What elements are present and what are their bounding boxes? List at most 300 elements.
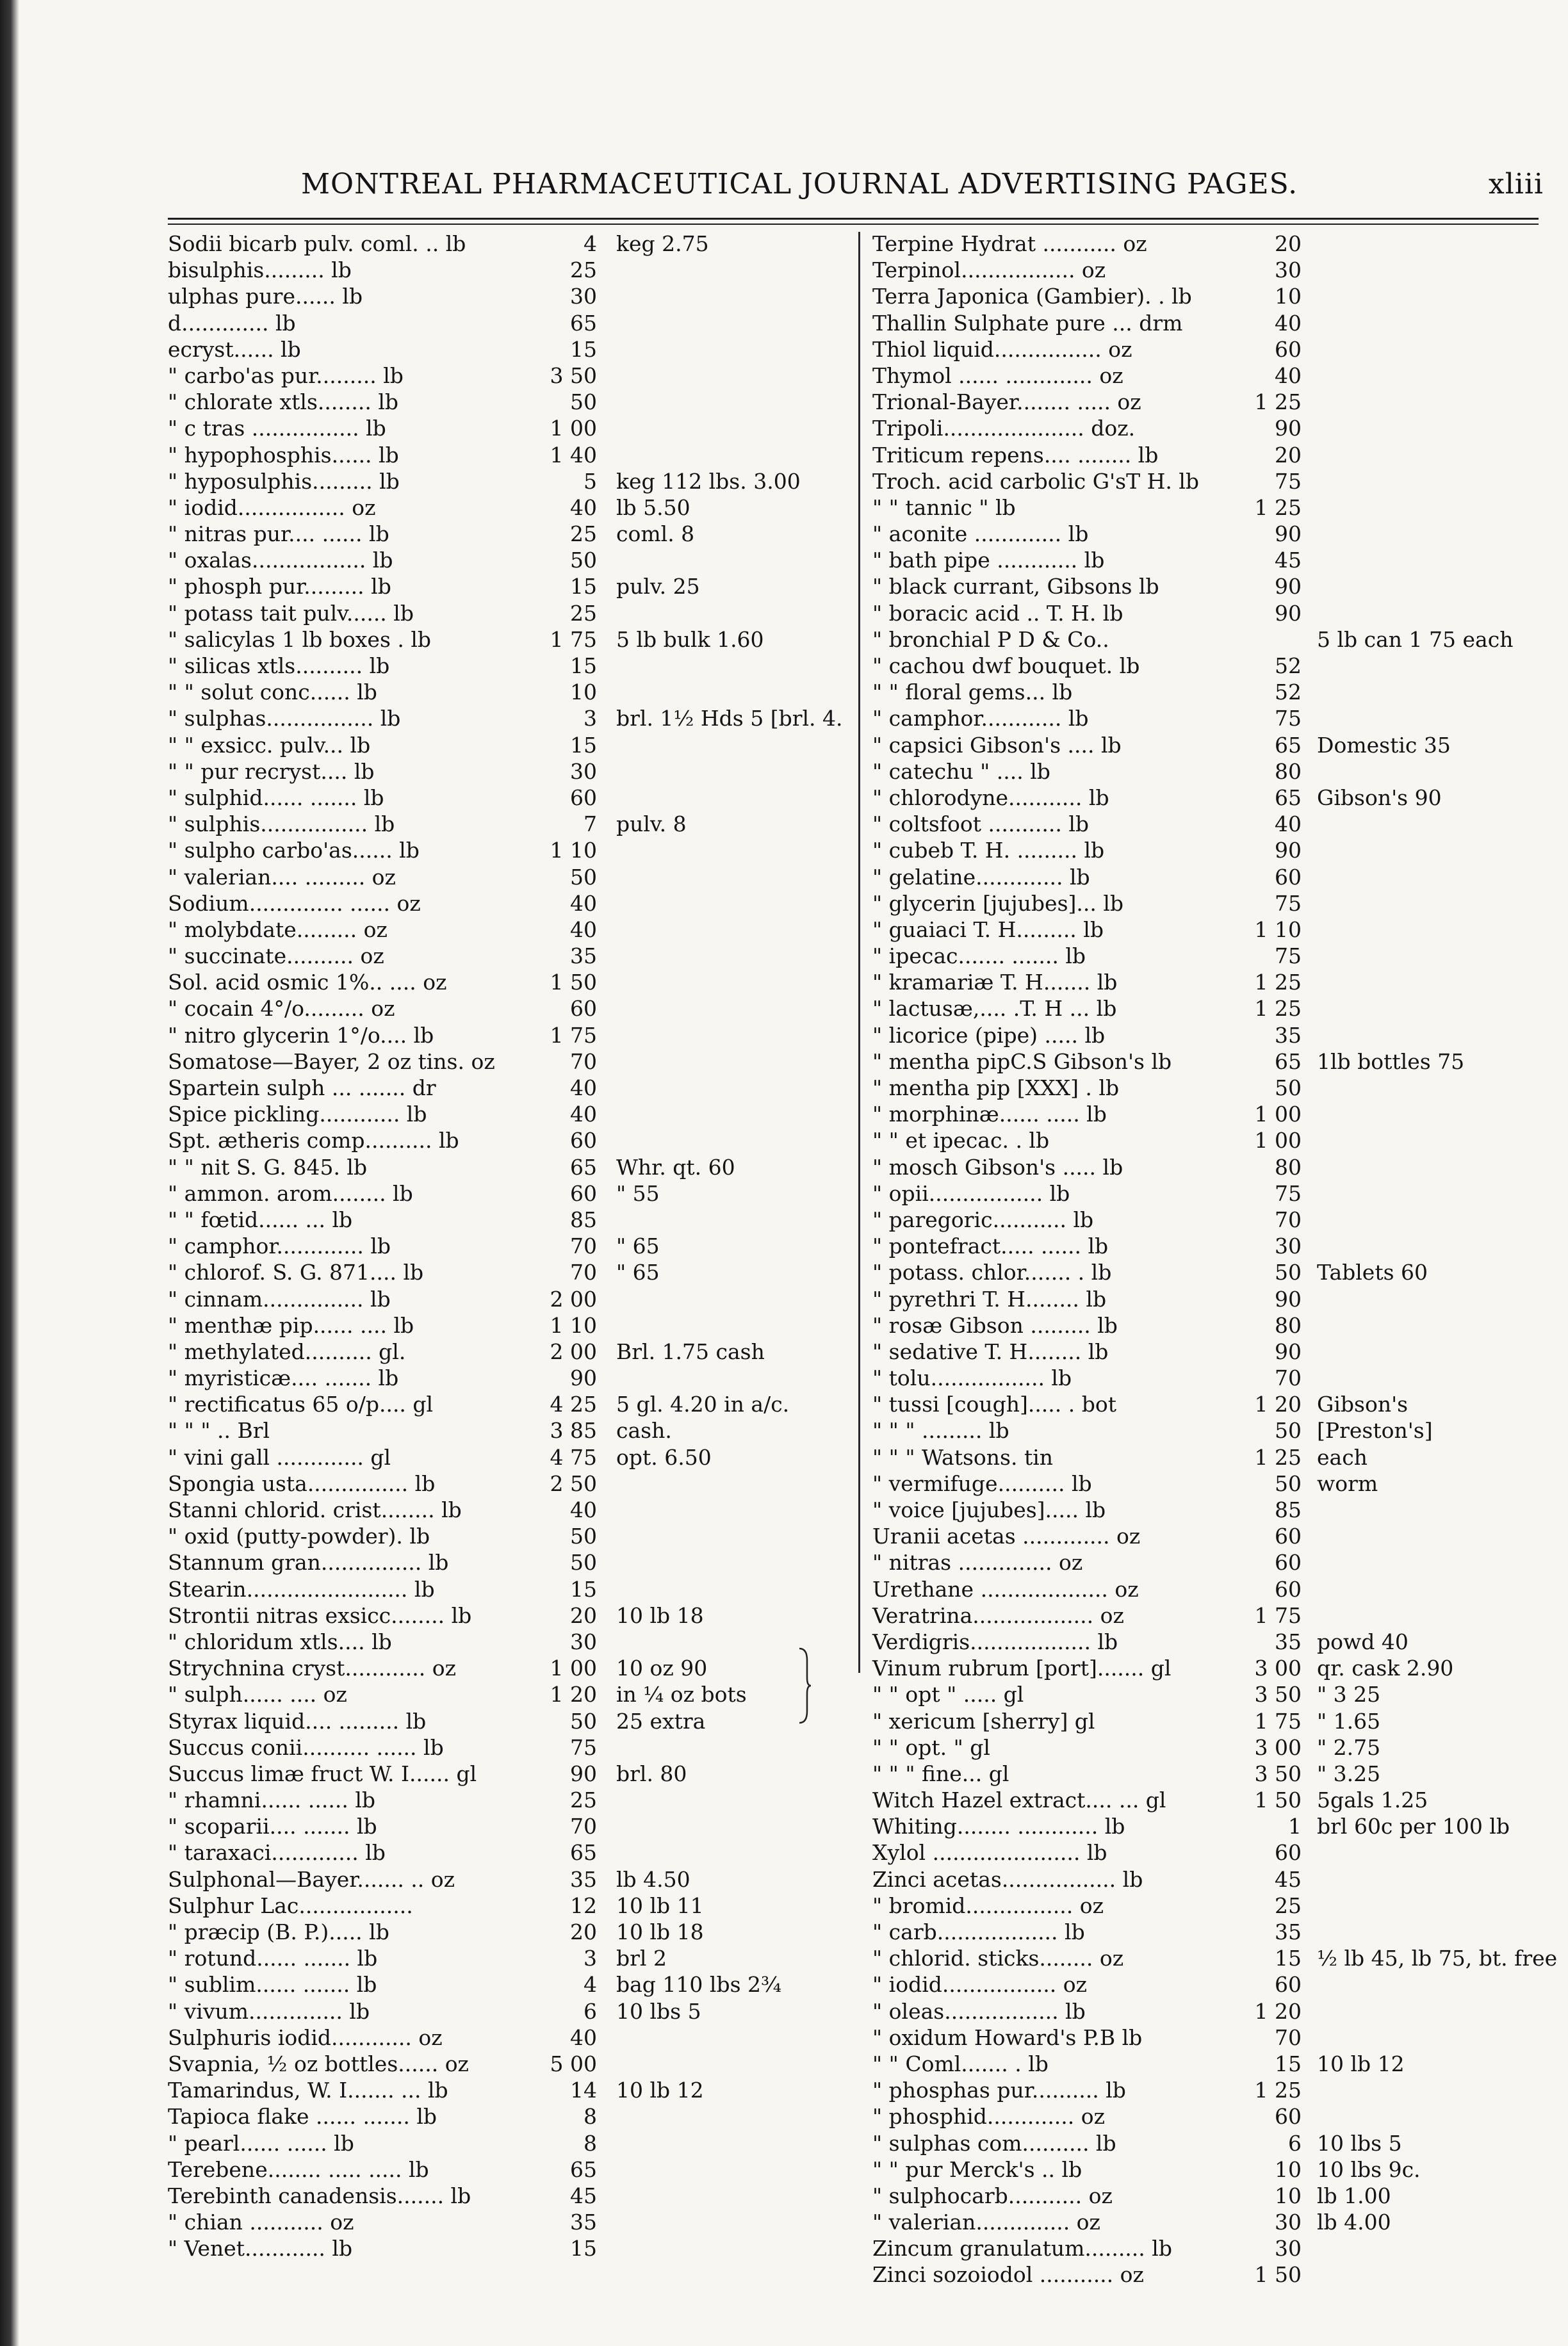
- item-name: " coltsfoot ........... lb: [872, 811, 1090, 837]
- item-price: 70: [1275, 1365, 1302, 1391]
- item-note: brl. 1½ Hds 5 [brl. 4.: [616, 706, 843, 731]
- item-name: " oxalas................. lb: [168, 548, 393, 573]
- item-name: " sulphas com.......... lb: [872, 2130, 1116, 2156]
- price-list-row: [168, 1127, 847, 1153]
- price-list-row: [872, 310, 1551, 336]
- price-list-left-column: [168, 231, 847, 2261]
- item-note: pulv. 8: [616, 811, 687, 837]
- item-note: in ¼ oz bots: [616, 1682, 747, 1707]
- item-price: 40: [570, 916, 597, 942]
- item-price: 60: [1275, 1524, 1302, 1549]
- item-note: " 65: [616, 1234, 660, 1259]
- price-list-row: [872, 1101, 1551, 1127]
- item-name: " vivum.............. lb: [168, 1998, 370, 2024]
- price-list-row: [168, 1893, 847, 1919]
- price-list-row: [872, 1708, 1551, 1734]
- price-list-row: [168, 2077, 847, 2103]
- item-name: " chloridum xtls.... lb: [168, 1629, 392, 1654]
- item-name: Tripoli..................... doz.: [872, 416, 1136, 441]
- item-name: " molybdate......... oz: [168, 916, 388, 942]
- item-note: each: [1317, 1444, 1368, 1470]
- price-list-row: [872, 1497, 1551, 1523]
- price-list-row: [168, 1207, 847, 1233]
- price-list-row: [168, 1761, 847, 1787]
- item-name: " phosph pur......... lb: [168, 574, 391, 599]
- price-list-row: [168, 943, 847, 969]
- item-name: " " fœtid...... ... lb: [168, 1207, 353, 1232]
- item-name: " scoparii.... ....... lb: [168, 1814, 377, 1839]
- price-list-row: [168, 1417, 847, 1444]
- item-price: 1 75: [550, 626, 597, 652]
- item-name: Terpinol................. oz: [872, 257, 1106, 283]
- item-price: 30: [1275, 1234, 1302, 1259]
- item-note: " 55: [616, 1180, 660, 1206]
- item-price: 20: [1275, 231, 1302, 256]
- item-price: 65: [1275, 1048, 1302, 1074]
- item-name: " chlorof. S. G. 871.... lb: [168, 1260, 424, 1285]
- item-name: " camphor............ lb: [872, 706, 1089, 731]
- item-price: 75: [1275, 890, 1302, 916]
- journal-title: MONTREAL PHARMACEUTICAL JOURNAL ADVERTISING PAGES.: [301, 168, 1298, 200]
- item-name: Sulphur Lac.................: [168, 1893, 413, 1918]
- item-price: 80: [1275, 1312, 1302, 1338]
- item-price: 4: [584, 231, 597, 256]
- item-price: 40: [570, 494, 597, 520]
- item-price: 15: [1275, 1946, 1302, 1971]
- item-note: 5 lb can 1 75 each: [1317, 626, 1514, 652]
- price-list-row: [168, 1497, 847, 1523]
- item-name: " nitras pur.... ...... lb: [168, 521, 389, 547]
- item-name: " opii................. lb: [872, 1180, 1070, 1206]
- item-name: " sulpho carbo'as...... lb: [168, 838, 420, 863]
- price-list-row: [872, 626, 1551, 653]
- price-list-row: [872, 1391, 1551, 1417]
- item-name: Urethane ................... oz: [872, 1576, 1139, 1602]
- price-list-row: [872, 1681, 1551, 1707]
- item-price: 6: [1288, 2130, 1302, 2156]
- item-price: 30: [1275, 2236, 1302, 2261]
- column-divider: [858, 232, 860, 1673]
- item-price: 50: [570, 548, 597, 573]
- item-name: " sulphis................ lb: [168, 811, 395, 837]
- item-name: Witch Hazel extract.... ... gl: [872, 1788, 1166, 1813]
- item-name: " " exsicc. pulv... lb: [168, 732, 371, 758]
- item-name: " sulphas................ lb: [168, 706, 401, 731]
- item-price: 60: [570, 785, 597, 810]
- item-price: 15: [570, 336, 597, 362]
- item-name: Succus limæ fruct W. I...... gl: [168, 1761, 477, 1786]
- price-list-row: [872, 494, 1551, 521]
- price-list-row: [872, 521, 1551, 547]
- item-name: " c tras ................ lb: [168, 416, 386, 441]
- item-name: Sulphuris iodid............ oz: [168, 2024, 443, 2050]
- item-name: Veratrina.................. oz: [872, 1602, 1124, 1628]
- price-list-row: [168, 1945, 847, 1971]
- item-name: " ipecac....... ....... lb: [872, 943, 1086, 969]
- price-list-row: [872, 1470, 1551, 1497]
- price-list-row: [872, 732, 1551, 758]
- price-list-right-column: [872, 231, 1558, 2288]
- item-name: " hypophosphis...... lb: [168, 442, 399, 468]
- price-list-row: [168, 2235, 847, 2261]
- item-name: Strychnina cryst............ oz: [168, 1656, 456, 1681]
- item-name: " rotund...... ....... lb: [168, 1946, 378, 1971]
- page-number: xliii: [1488, 168, 1544, 200]
- item-price: 80: [1275, 758, 1302, 784]
- item-name: " chlorate xtls........ lb: [168, 389, 399, 415]
- item-name: Svapnia, ½ oz bottles...... oz: [168, 2051, 469, 2076]
- price-list-row: [168, 1549, 847, 1576]
- item-name: " mentha pip [XXX] . lb: [872, 1075, 1120, 1100]
- item-price: 40: [570, 1075, 597, 1100]
- item-price: 35: [570, 1866, 597, 1892]
- price-list-row: [168, 2051, 847, 2077]
- item-name: Terebinth canadensis....... lb: [168, 2183, 471, 2208]
- item-name: " menthæ pip...... .... lb: [168, 1312, 414, 1338]
- item-name: " sedative T. H........ lb: [872, 1339, 1109, 1364]
- item-price: 1 75: [1254, 1708, 1302, 1734]
- item-name: " sulphid...... ....... lb: [168, 785, 384, 810]
- price-list-row: [168, 573, 847, 599]
- item-name: " taraxaci............. lb: [168, 1840, 386, 1866]
- item-price: 15: [570, 574, 597, 599]
- item-price: 14: [570, 2078, 597, 2103]
- price-list-row: [872, 2156, 1551, 2183]
- price-list-row: [872, 2051, 1551, 2077]
- item-name: " cubeb T. H. ......... lb: [872, 838, 1105, 863]
- price-list-row: [872, 1154, 1551, 1180]
- price-list-row: [872, 995, 1551, 1022]
- item-note: ½ lb 45, lb 75, bt. free: [1317, 1946, 1558, 1971]
- price-list-row: [168, 547, 847, 573]
- item-price: 1 20: [1254, 1392, 1302, 1417]
- item-name: Succus conii.......... ...... lb: [168, 1734, 444, 1760]
- item-name: " iodid................. oz: [872, 1972, 1087, 1998]
- item-price: 40: [570, 890, 597, 916]
- price-list-row: [168, 1576, 847, 1602]
- price-list-row: [168, 1629, 847, 1655]
- item-name: " potass tait pulv...... lb: [168, 600, 414, 626]
- price-list-row: [168, 653, 847, 679]
- item-note: " 65: [616, 1260, 660, 1285]
- item-price: 25: [570, 1788, 597, 1813]
- right-brace: [798, 1647, 812, 1724]
- price-list-row: [872, 1417, 1551, 1444]
- item-price: 8: [584, 2104, 597, 2130]
- item-price: 2 00: [550, 1286, 597, 1312]
- price-list-row: [872, 1127, 1551, 1153]
- item-name: Verdigris.................. lb: [872, 1629, 1118, 1654]
- item-name: Thiol liquid................ oz: [872, 336, 1132, 362]
- item-note: Brl. 1.75 cash: [616, 1339, 765, 1364]
- item-price: 30: [570, 284, 597, 309]
- price-list-row: [872, 758, 1551, 785]
- item-price: 1: [1288, 1814, 1302, 1839]
- item-name: " catechu " .... lb: [872, 758, 1050, 784]
- price-list-row: [168, 1839, 847, 1866]
- item-price: 2 00: [550, 1339, 597, 1364]
- price-list-row: [168, 2024, 847, 2051]
- item-price: 70: [1275, 2024, 1302, 2050]
- item-price: 90: [1275, 600, 1302, 626]
- price-list-row: [872, 1576, 1551, 1602]
- item-price: 85: [1275, 1497, 1302, 1522]
- item-price: 1 10: [1254, 916, 1302, 942]
- item-name: Zinci sozoiodol ........... oz: [872, 2262, 1144, 2288]
- item-note: 10 lb 12: [1317, 2051, 1405, 2076]
- price-list-row: [168, 2130, 847, 2156]
- price-list-row: [872, 600, 1551, 626]
- item-name: " nitras .............. oz: [872, 1550, 1083, 1576]
- item-name: " rhamni...... ...... lb: [168, 1788, 376, 1813]
- item-price: 40: [570, 1102, 597, 1127]
- item-name: " paregoric........... lb: [872, 1207, 1094, 1232]
- price-list-row: [872, 864, 1551, 890]
- price-list-row: [872, 442, 1551, 468]
- item-note: brl 60c per 100 lb: [1317, 1814, 1510, 1839]
- price-list-row: [872, 1365, 1551, 1391]
- item-price: 1 20: [550, 1682, 597, 1707]
- item-price: 15: [570, 1576, 597, 1602]
- item-name: " sublim...... ....... lb: [168, 1972, 377, 1998]
- item-name: Triticum repens.... ........ lb: [872, 442, 1159, 468]
- price-list-row: [168, 1787, 847, 1813]
- item-note: brl 2: [616, 1946, 667, 1971]
- item-price: 1 10: [550, 1312, 597, 1338]
- price-list-row: [168, 916, 847, 943]
- item-price: 1 25: [1254, 389, 1302, 415]
- item-note: 10 lb 18: [616, 1602, 704, 1628]
- header-rule-bottom: [168, 224, 1539, 225]
- price-list-row: [168, 1655, 847, 1681]
- item-name: Terebene........ ..... ..... lb: [168, 2156, 429, 2182]
- item-price: 2 50: [550, 1470, 597, 1496]
- price-list-row: [168, 705, 847, 731]
- item-name: " voice [jujubes]..... lb: [872, 1497, 1106, 1522]
- item-note: powd 40: [1317, 1629, 1409, 1654]
- item-price: 3: [584, 1946, 597, 1971]
- item-price: 80: [1275, 1154, 1302, 1180]
- item-note: lb 1.00: [1317, 2183, 1391, 2208]
- price-list-row: [872, 1866, 1551, 1893]
- item-price: 1 75: [1254, 1602, 1302, 1628]
- item-note: cash.: [616, 1418, 672, 1444]
- price-list-row: [872, 283, 1551, 309]
- price-list-row: [872, 811, 1551, 837]
- item-price: 12: [570, 1893, 597, 1918]
- item-price: 10: [570, 680, 597, 705]
- item-price: 90: [1275, 416, 1302, 441]
- item-name: " valerian.... ......... oz: [168, 864, 396, 890]
- item-name: " cocain 4°/o......... oz: [168, 996, 395, 1022]
- item-price: 90: [1275, 574, 1302, 599]
- item-price: 40: [1275, 362, 1302, 388]
- price-list-row: [872, 336, 1551, 362]
- price-list-row: [168, 362, 847, 389]
- item-note: keg 2.75: [616, 231, 709, 256]
- item-name: " gelatine............. lb: [872, 864, 1090, 890]
- item-price: 25: [570, 600, 597, 626]
- item-note: 1lb bottles 75: [1317, 1048, 1465, 1074]
- item-price: 90: [1275, 1339, 1302, 1364]
- item-name: " potass. chlor....... . lb: [872, 1260, 1112, 1285]
- price-list-row: [168, 1708, 847, 1734]
- item-price: 35: [1275, 1919, 1302, 1944]
- item-name: " oxid (putty-powder). lb: [168, 1524, 430, 1549]
- item-price: 20: [570, 1919, 597, 1944]
- price-list-row: [872, 1945, 1558, 1971]
- price-list-row: [168, 521, 847, 547]
- page-binding-edge: [0, 0, 19, 2346]
- item-name: ulphas pure...... lb: [168, 284, 363, 309]
- item-price: 52: [1275, 653, 1302, 678]
- item-price: 50: [570, 864, 597, 890]
- item-name: Thallin Sulphate pure ... drm: [872, 310, 1183, 336]
- price-list-row: [872, 943, 1551, 969]
- item-name: " black currant, Gibsons lb: [872, 574, 1159, 599]
- item-note: worm: [1317, 1470, 1378, 1496]
- item-name: Sulphonal—Bayer....... .. oz: [168, 1866, 455, 1892]
- item-name: " guaiaci T. H......... lb: [872, 916, 1104, 942]
- item-price: 15: [570, 732, 597, 758]
- item-name: " cinnam............... lb: [168, 1286, 391, 1312]
- item-price: 35: [570, 943, 597, 969]
- item-name: Stanni chlorid. crist........ lb: [168, 1497, 462, 1522]
- item-name: " xericum [sherry] gl: [872, 1708, 1095, 1734]
- item-price: 1 00: [550, 1656, 597, 1681]
- item-name: " lactusæ,.... .T. H ... lb: [872, 996, 1117, 1022]
- price-list-row: [168, 1154, 847, 1180]
- item-name: " tussi [cough]..... . bot: [872, 1392, 1116, 1417]
- item-price: 1 50: [550, 970, 597, 995]
- item-name: Uranii acetas ............. oz: [872, 1524, 1141, 1549]
- item-name: " " Coml....... . lb: [872, 2051, 1049, 2076]
- item-name: " " nit S. G. 845. lb: [168, 1154, 368, 1180]
- item-note: Tablets 60: [1317, 1260, 1428, 1285]
- item-name: " pyrethri T. H........ lb: [872, 1286, 1107, 1312]
- item-name: Trional-Bayer........ ..... oz: [872, 389, 1141, 415]
- item-price: 1 50: [1254, 2262, 1302, 2288]
- item-name: " " pur Merck's .. lb: [872, 2156, 1082, 2182]
- item-price: 10: [1275, 284, 1302, 309]
- price-list-row: [872, 389, 1551, 415]
- price-list-row: [872, 1998, 1551, 2024]
- item-note: " 3 25: [1317, 1682, 1381, 1707]
- item-price: 75: [1275, 1180, 1302, 1206]
- item-note: 10 lbs 9c.: [1317, 2156, 1421, 2182]
- item-price: 1 25: [1254, 494, 1302, 520]
- item-name: " chlorodyne........... lb: [872, 785, 1109, 810]
- header-rule-top: [168, 218, 1539, 220]
- item-price: 90: [570, 1365, 597, 1391]
- price-list-row: [872, 547, 1551, 573]
- item-name: " pearl...... ...... lb: [168, 2130, 354, 2156]
- price-list-row: [872, 969, 1551, 995]
- item-price: 60: [1275, 864, 1302, 890]
- item-note: keg 112 lbs. 3.00: [616, 468, 801, 494]
- item-name: Zincum granulatum......... lb: [872, 2236, 1172, 2261]
- price-list-row: [168, 811, 847, 837]
- item-price: 70: [1275, 1207, 1302, 1232]
- item-price: 15: [570, 2236, 597, 2261]
- item-name: Zinci acetas................. lb: [872, 1866, 1143, 1892]
- price-list-row: [168, 1523, 847, 1549]
- item-name: Sodium.............. ...... oz: [168, 890, 421, 916]
- price-list-row: [168, 468, 847, 494]
- item-price: 8: [584, 2130, 597, 2156]
- item-note: Gibson's 90: [1317, 785, 1442, 810]
- item-price: 90: [1275, 521, 1302, 547]
- price-list-row: [168, 1022, 847, 1048]
- item-name: " carbo'as pur......... lb: [168, 362, 404, 388]
- item-name: " silicas xtls.......... lb: [168, 653, 390, 678]
- price-list-row: [168, 1998, 847, 2024]
- item-name: " præcip (B. P.)..... lb: [168, 1919, 389, 1944]
- price-list-row: [168, 2156, 847, 2183]
- item-price: 3 50: [550, 362, 597, 388]
- item-price: 50: [570, 389, 597, 415]
- price-list-row: [168, 864, 847, 890]
- item-price: 1 50: [1254, 1788, 1302, 1813]
- item-price: 75: [570, 1734, 597, 1760]
- price-list-row: [872, 1233, 1551, 1259]
- price-list-row: [168, 679, 847, 705]
- item-note: 10 lb 12: [616, 2078, 704, 2103]
- price-list-row: [168, 1681, 847, 1707]
- price-list-row: [168, 2103, 847, 2130]
- price-list-row: [168, 1286, 847, 1312]
- price-list-row: [168, 336, 847, 362]
- item-name: Stannum gran............... lb: [168, 1550, 449, 1576]
- item-note: Domestic 35: [1317, 732, 1451, 758]
- item-name: " " opt. " gl: [872, 1734, 990, 1760]
- item-price: 60: [570, 1128, 597, 1153]
- price-list-row: [168, 1444, 847, 1470]
- item-price: 1 25: [1254, 1444, 1302, 1470]
- item-price: 65: [570, 1154, 597, 1180]
- item-name: " Venet............ lb: [168, 2236, 353, 2261]
- price-list-row: [168, 415, 847, 441]
- item-name: " capsici Gibson's .... lb: [872, 732, 1122, 758]
- item-name: " myristicæ.... ....... lb: [168, 1365, 399, 1391]
- item-name: " carb.................. lb: [872, 1919, 1085, 1944]
- price-list-row: [872, 1048, 1551, 1075]
- item-price: 65: [1275, 785, 1302, 810]
- price-list-row: [872, 705, 1551, 731]
- item-price: 25: [1275, 1893, 1302, 1918]
- item-name: " " floral gems... lb: [872, 680, 1073, 705]
- price-list-row: [872, 1787, 1551, 1813]
- price-list-row: [168, 1233, 847, 1259]
- item-price: 1 00: [1254, 1128, 1302, 1153]
- item-name: " pontefract..... ...... lb: [872, 1234, 1109, 1259]
- price-list-row: [168, 626, 847, 653]
- item-name: " " " .. Brl: [168, 1418, 270, 1444]
- item-name: " bath pipe ............ lb: [872, 548, 1105, 573]
- price-list-row: [872, 837, 1551, 863]
- item-name: " bromid................ oz: [872, 1893, 1104, 1918]
- item-name: Terra Japonica (Gambier). . lb: [872, 284, 1192, 309]
- item-price: 35: [1275, 1022, 1302, 1048]
- price-list-row: [168, 442, 847, 468]
- item-name: " " " ......... lb: [872, 1418, 1009, 1444]
- item-name: " aconite ............. lb: [872, 521, 1089, 547]
- item-price: 3 50: [1254, 1761, 1302, 1786]
- item-price: 65: [570, 310, 597, 336]
- item-note: lb 4.50: [616, 1866, 690, 1892]
- item-price: 65: [1275, 732, 1302, 758]
- item-price: 50: [1275, 1260, 1302, 1285]
